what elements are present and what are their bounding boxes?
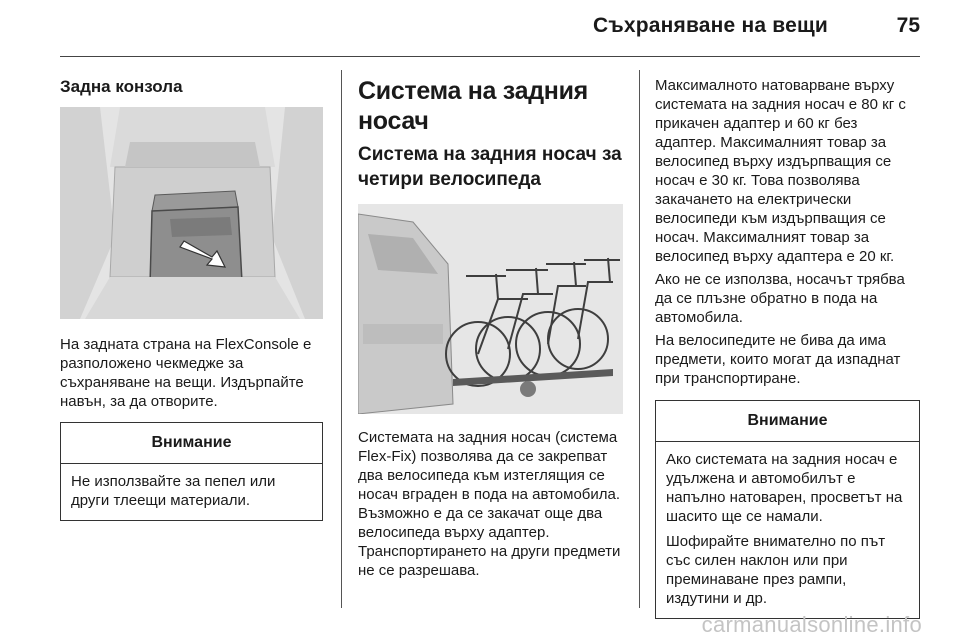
warning-text-drive: Шофирайте внимателно по път със силен наклон или при преминаване през рампи, издутини и др. [666, 533, 886, 607]
column-2 [358, 76, 623, 580]
objects-paragraph: На велосипедите не бива да има предмети, които могат да изпаднат при транспортиране. [655, 332, 901, 387]
bicycle-carrier-figure [358, 204, 623, 414]
rear-console-paragraph: На задната страна на FlexConsole е разположено чекмедже за съхраняване на вещи. Издърпайте навън, за да отворите. [60, 336, 312, 410]
header-rule [60, 56, 920, 57]
rear-console-illustration [60, 107, 323, 319]
column-1 [60, 76, 323, 521]
page-number: 75 [896, 14, 920, 37]
warning-text-clearance: Ако системата на задния носач е удължена и автомобилът е напълно натоварен, просветът на шасито ще се намали. [666, 451, 903, 525]
section-heading-rear-carrier: Система на задния носач [358, 77, 588, 135]
subheading-rear-console: Задна конзола [60, 77, 183, 96]
warning-box-ash [60, 422, 323, 521]
watermark: carmanualsonline.info [701, 612, 922, 637]
warning-box-clearance [655, 400, 920, 619]
rear-console-figure [60, 107, 323, 319]
warning-title: Внимание [656, 401, 919, 442]
warning-text: Не използвайте за пепел или други тлеещи материали. [71, 473, 276, 509]
retract-paragraph: Ако не се използва, носачът трябва да се плъзне обратно в пода на автомобила. [655, 271, 905, 326]
column-divider [341, 70, 342, 608]
subheading-four-bicycles: Система на задния носач за четири велосипеда [358, 144, 622, 190]
running-header-title: Съхраняване на вещи [592, 14, 828, 37]
column-3 [655, 76, 920, 619]
column-divider [639, 70, 640, 608]
carrier-paragraph: Системата на задния носач (система Flex-Fix) позволява да се закрепват два велосипеда към изтеглящия се носач вграден в пода на автомобила. Възможно е да се закачат още два велосипеда върху адаптер. Транспортирането на други предмети не се разрешава. [358, 429, 621, 579]
load-paragraph: Максималното натоварване върху системата на задния носач е 80 кг с прикачен адаптер и 60 кг без адаптер. Максималният товар за велосипед върху издърпващия се носач е 30 кг. Това позволява закачането на електрически велосипеди към издърпващия се носач. Максималният товар за велосипед върху адаптера е 20 кг. [655, 77, 906, 265]
bicycle-carrier-illustration [358, 204, 623, 414]
warning-title: Внимание [61, 423, 322, 464]
